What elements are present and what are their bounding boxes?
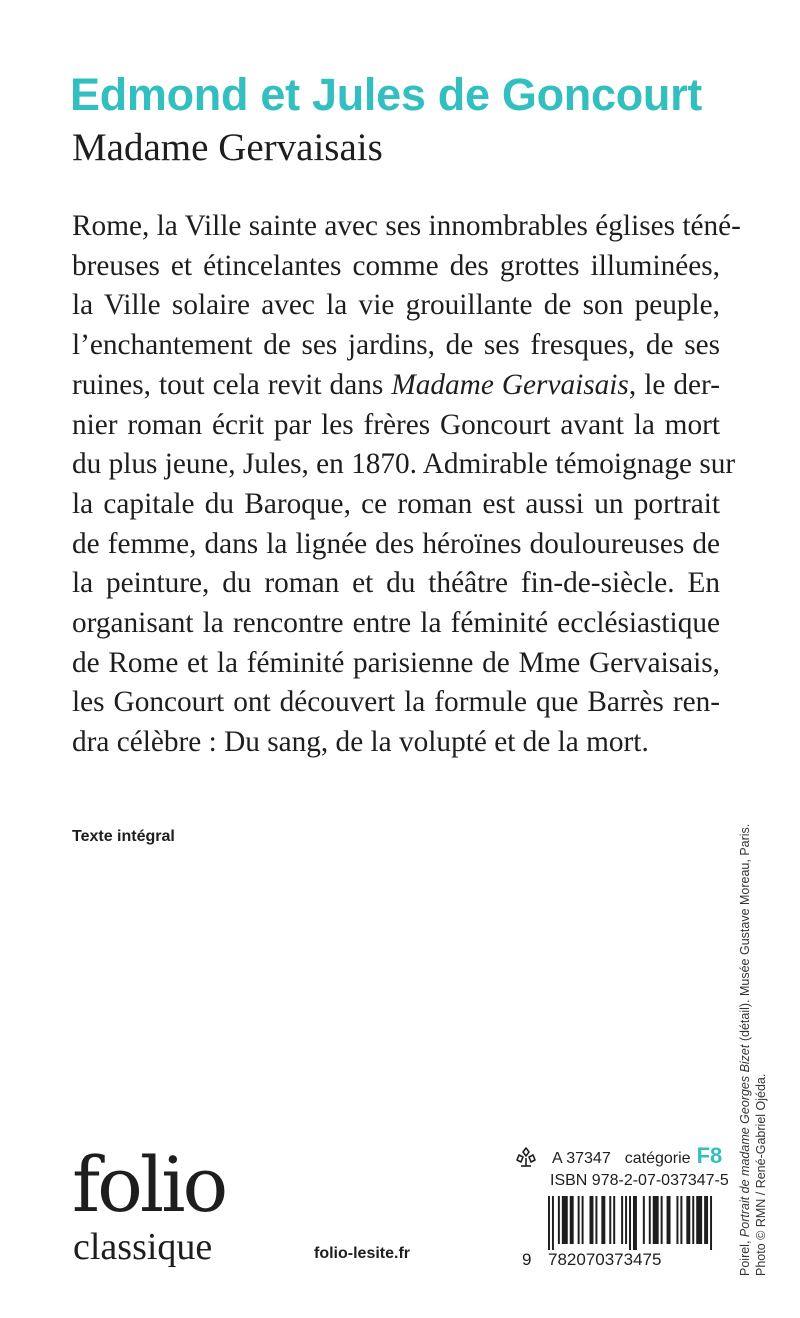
blurb-text: du plus jeune, Jules, en 1870. Admirable témoignage sur (72, 448, 736, 481)
blurb-italic-title: Madame Gervaisais (391, 368, 629, 401)
blurb-line (72, 525, 720, 565)
barcode-bar (653, 1196, 659, 1244)
blurb-line (72, 207, 741, 247)
blurb-line (72, 485, 720, 525)
barcode-bar (558, 1196, 560, 1244)
barcode-bar (680, 1196, 682, 1244)
barcode-bar (562, 1196, 568, 1244)
category-value: F8 (696, 1143, 723, 1168)
blurb-text: Rome, la Ville sainte avec ses innombrables églises téné- (72, 210, 741, 242)
credit-museum: (détail). Musée Gustave Moreau, Paris. (738, 823, 752, 1045)
barcode-number: 782070373475 (548, 1250, 662, 1269)
blurb-line (72, 723, 720, 763)
credit-line-2: Photo © RMN / René-Gabriel Ojéda. (753, 1073, 768, 1276)
blurb-line (72, 286, 720, 326)
barcode-bar (582, 1196, 584, 1244)
credit-painter: Poirel, (738, 1237, 752, 1276)
blurb-line (72, 247, 720, 287)
barcode-bar (696, 1196, 702, 1244)
blurb-text: de Rome et la féminité parisienne de Mme Gervaisais, (72, 646, 720, 679)
gallimard-emblem-icon (514, 1146, 538, 1168)
book-author: Edmond et Jules de Goncourt (70, 69, 702, 120)
classique-logo: classique (73, 1226, 213, 1268)
blurb-text: la capitale du Baroque, ce roman est aussi un portrait (72, 487, 720, 520)
barcode-bar (667, 1196, 671, 1244)
blurb-text: ruines, tout cela revit dans (72, 368, 392, 401)
blurb-text: organisant la rencontre entre la féminité ecclésiastique (72, 607, 720, 640)
blurb-line (72, 326, 720, 366)
blurb-line (72, 564, 720, 604)
barcode-bar (595, 1196, 597, 1244)
barcode-bar (590, 1196, 594, 1244)
product-code: A 37347 (552, 1150, 611, 1167)
barcode-bar (643, 1196, 645, 1244)
barcode-bar (621, 1196, 623, 1244)
barcode-bar (570, 1196, 574, 1244)
barcode (546, 1196, 716, 1250)
barcode-digits (522, 1250, 718, 1270)
barcode-bar (692, 1196, 694, 1244)
back-cover-blurb (72, 207, 741, 763)
blurb-text: dra célèbre : Du sang, de la volupté et de la mort. (72, 726, 649, 759)
barcode-bar (633, 1196, 637, 1250)
barcode-bar (625, 1196, 627, 1244)
product-meta (514, 1142, 722, 1168)
credit-painting-title: Portrait de madame Georges Bizet (738, 1044, 752, 1238)
barcode-bar (710, 1196, 712, 1250)
barcode-bar (686, 1196, 690, 1244)
blurb-text: la peinture, du roman et du théâtre fin-de-siècle. En (72, 567, 720, 600)
blurb-line (72, 406, 720, 446)
barcode-bar (613, 1196, 615, 1244)
barcode-bar (578, 1196, 580, 1244)
publisher-website: folio-lesite.fr (314, 1245, 411, 1262)
barcode-bar (629, 1196, 631, 1250)
blurb-text: nier roman écrit par les frères Goncourt avant la mort (72, 408, 720, 441)
blurb-line (72, 366, 720, 406)
barcode-bar (601, 1196, 605, 1244)
barcode-bar (552, 1196, 554, 1250)
image-credit (738, 716, 769, 1276)
blurb-text: les Goncourt ont découvert la formule que Barrès ren- (72, 686, 720, 719)
blurb-line (72, 604, 720, 644)
credit-line-1 (738, 716, 754, 1276)
barcode-bar (649, 1196, 651, 1244)
blurb-text: l’enchantement de ses jardins, de ses fresques, de ses (72, 329, 720, 362)
category-label: catégorie (624, 1150, 691, 1167)
barcode-lead-digit: 9 (522, 1250, 532, 1269)
folio-logo: folio (72, 1140, 226, 1229)
blurb-text: la Ville solaire avec la vie grouillante de son peuple, (72, 289, 720, 322)
blurb-text: breuses et étincelantes comme des grottes illuminées, (72, 249, 720, 282)
barcode-bar (676, 1196, 678, 1244)
barcode-bar (661, 1196, 663, 1244)
blurb-line (72, 644, 720, 684)
blurb-line (72, 683, 720, 723)
barcode-bar (609, 1196, 611, 1244)
blurb-text: de femme, dans la lignée des héroïnes douloureuses de (72, 527, 720, 560)
barcode-bar (548, 1196, 550, 1250)
blurb-text: , le der- (628, 368, 720, 401)
isbn: ISBN 978-2-07-037347-5 (550, 1172, 729, 1189)
edition-note: Texte intégral (72, 828, 175, 845)
book-title: Madame Gervaisais (72, 126, 383, 169)
barcode-bar (704, 1196, 708, 1244)
blurb-line (72, 445, 736, 485)
